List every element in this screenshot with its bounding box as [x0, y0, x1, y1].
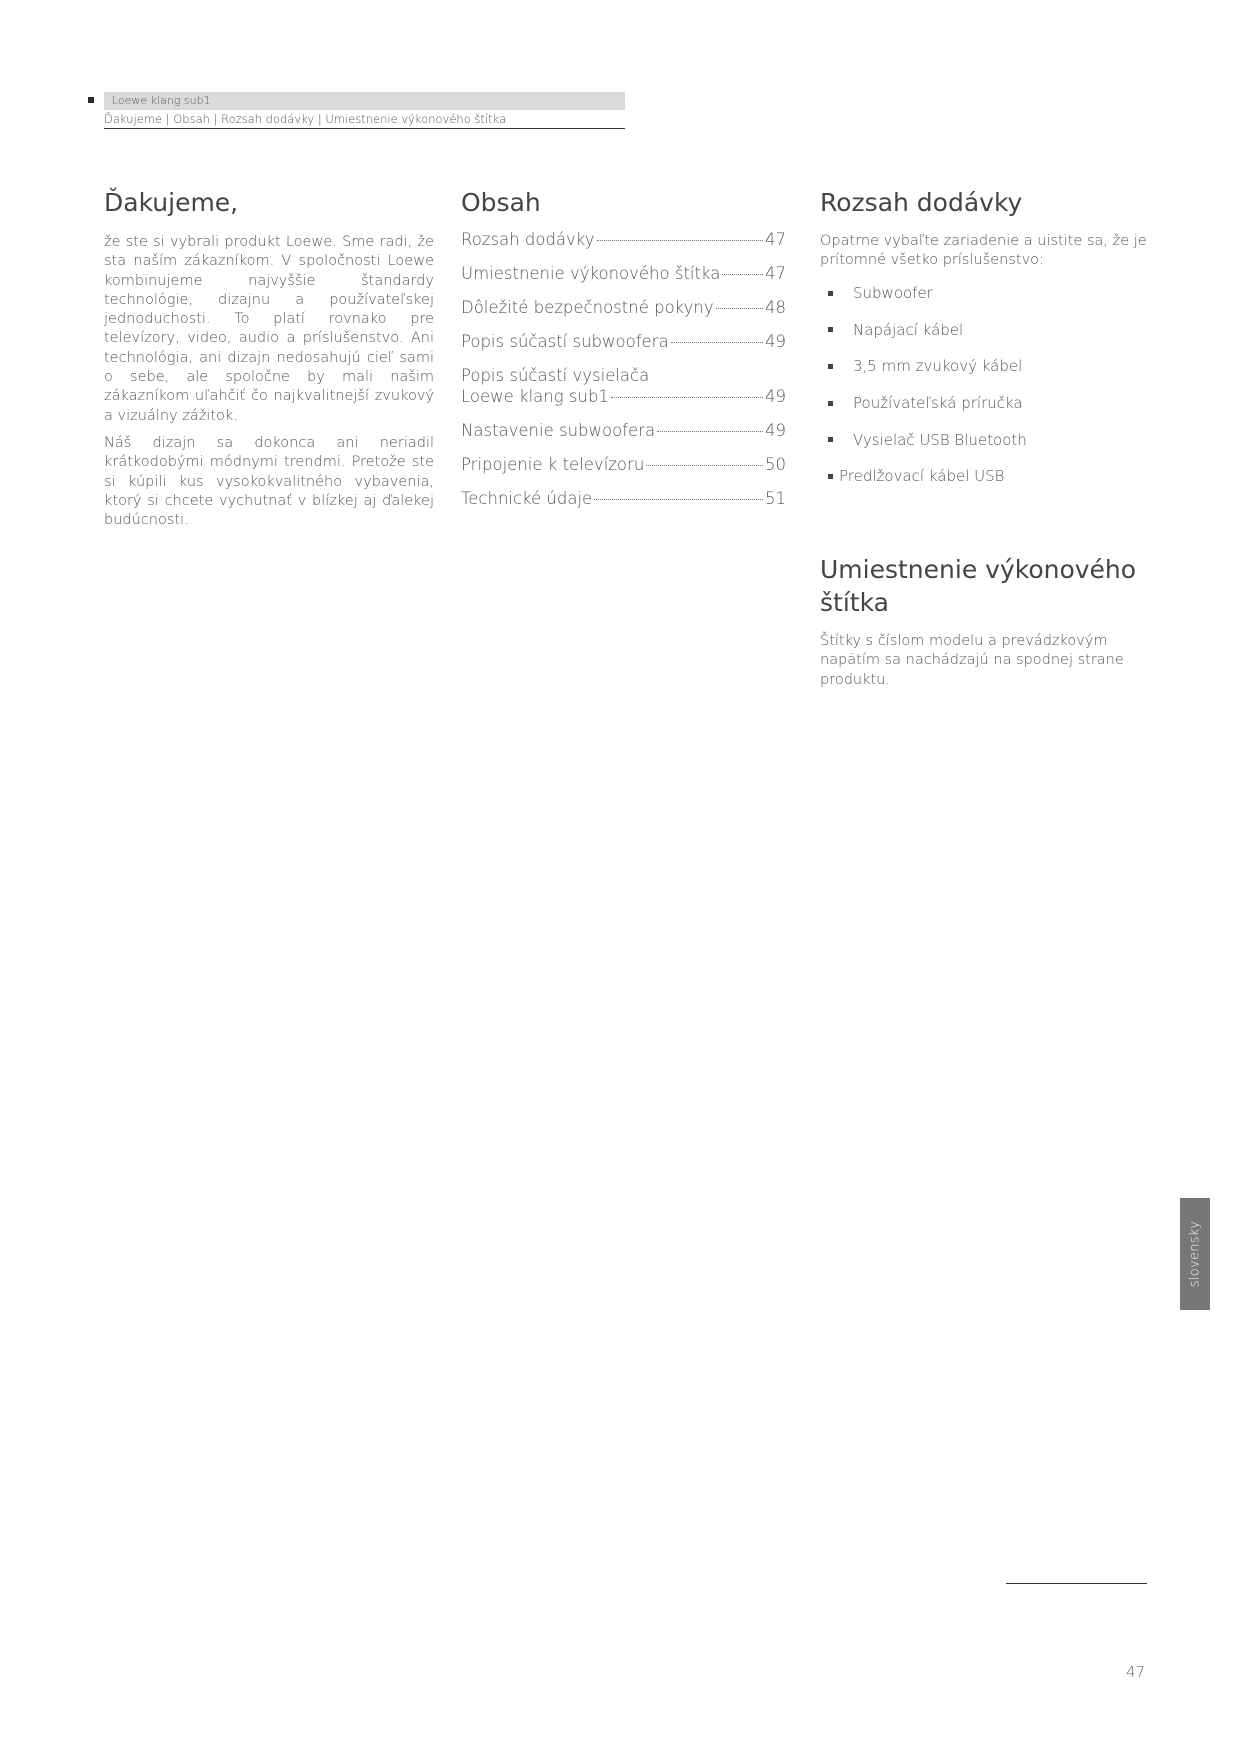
thanks-heading: Ďakujeme,: [104, 188, 239, 217]
list-item: [828, 320, 1148, 340]
bullet-icon: [828, 327, 833, 332]
bullet-icon: [828, 401, 833, 406]
toc-item-page: 51: [765, 489, 786, 508]
thanks-paragraph-2: Náš dizajn sa dokonca ani neriadil krátkodobými módnymi trendmi. Pretože ste si kúpili kus vysokokvalitného vybavenia, ktorý si chcete vychutnať v blízkej aj ďalekej budúcnosti.: [104, 435, 434, 529]
language-tab: [1180, 1198, 1210, 1310]
toc-item-setup[interactable]: [461, 420, 786, 441]
toc-leader-dots: [671, 342, 763, 343]
toc-list: [461, 229, 786, 522]
scope-heading: Rozsah dodávky: [820, 188, 1023, 217]
toc-leader-dots: [657, 431, 763, 432]
toc-leader-dots: [611, 397, 763, 398]
toc-item-label[interactable]: [461, 263, 786, 284]
scope-intro: Opatrne vybaľte zariadenie a uistite sa, že je prítomné všetko príslušenstvo:: [820, 233, 1147, 269]
toc-item-transmitter-parts[interactable]: [461, 365, 786, 407]
toc-leader-dots: [597, 240, 763, 241]
bullet-icon: [828, 364, 833, 369]
page-number: 47: [1126, 1663, 1146, 1681]
toc-item-page: 49: [765, 387, 786, 406]
scope-list: [828, 283, 1148, 503]
toc-leader-dots: [646, 465, 763, 466]
scope-item-label: Predlžovací kábel USB: [839, 467, 1005, 486]
toc-item-title: Nastavenie subwoofera: [461, 421, 656, 440]
toc-heading: Obsah: [461, 188, 541, 217]
scope-item-label: Vysielač USB Bluetooth: [853, 430, 1027, 449]
toc-item-subwoofer-parts[interactable]: [461, 331, 786, 352]
toc-item-scope[interactable]: [461, 229, 786, 250]
scope-item-label: Subwoofer: [853, 284, 933, 302]
toc-item-title-line1: Popis súčastí vysielača: [461, 366, 650, 385]
footer-rule: [1006, 1583, 1147, 1584]
thanks-paragraph-1: že ste si vybrali produkt Loewe. Sme radi, že sta naším zákazníkom. V spoločnosti Loewe kombinujeme najvyššie štandardy technológie, dizajnu a používateľskej jednoduchosti. To platí rovnako pre televízory, video, audio a príslušenstvo. Ani technológia, ani dizajn nedosahujú cieľ sami o sebe, ale spoločne by mali našim zákazníkom uľahčiť čo najkvalitnejší zvukový a vizuálny zážitok.: [104, 234, 434, 424]
list-item: [828, 393, 1148, 413]
toc-leader-dots: [722, 274, 763, 275]
toc-item-page: 49: [765, 332, 786, 351]
toc-item-tv-connection[interactable]: [461, 454, 786, 475]
list-item: [828, 283, 1148, 303]
bullet-icon: [828, 291, 833, 296]
toc-item-title: Loewe klang sub1: [461, 387, 609, 406]
bullet-icon: [828, 437, 833, 442]
list-item: [828, 356, 1148, 376]
header-rule: [104, 128, 625, 129]
header-bullet-square: [88, 97, 94, 103]
header-product-name: Loewe klang sub1: [112, 94, 211, 107]
breadcrumb: Ďakujeme | Obsah | Rozsah dodávky | Umiestnenie výkonového štítka: [104, 112, 507, 126]
toc-item-page: 47: [765, 264, 786, 283]
scope-item-label: 3,5 mm zvukový kábel: [853, 357, 1023, 376]
toc-item-safety[interactable]: [461, 297, 786, 318]
toc-item-page: 48: [765, 298, 786, 317]
bullet-icon: [828, 474, 833, 479]
toc-item-title: Rozsah dodávky: [461, 230, 595, 249]
toc-item-page: 50: [765, 455, 786, 474]
language-tab-label: slovensky: [1187, 1220, 1203, 1288]
rating-label-text: Štítky s číslom modelu a prevádzkovým napätím sa nachádzajú na spodnej strane produktu.: [820, 633, 1124, 688]
toc-item-specs[interactable]: [461, 488, 786, 509]
toc-item-page: 49: [765, 421, 786, 440]
scope-item-label: Napájací kábel: [853, 320, 964, 339]
toc-item-title: Technické údaje: [461, 489, 593, 508]
toc-leader-dots: [716, 308, 763, 309]
scope-item-label: Používateľská príručka: [853, 394, 1023, 413]
list-item: [828, 466, 1148, 486]
toc-item-title: Popis súčastí subwoofera: [461, 332, 669, 351]
toc-leader-dots: [594, 499, 763, 500]
toc-item-title: Pripojenie k televízoru: [461, 455, 645, 474]
toc-item-title: Umiestnenie výkonového štítka: [461, 264, 721, 283]
rating-label-heading: Umiestnenie výkonového štítka: [820, 555, 1137, 617]
toc-item-title: Dôležité bezpečnostné pokyny: [461, 298, 714, 317]
list-item: [828, 430, 1148, 450]
toc-item-page: 47: [765, 230, 786, 249]
